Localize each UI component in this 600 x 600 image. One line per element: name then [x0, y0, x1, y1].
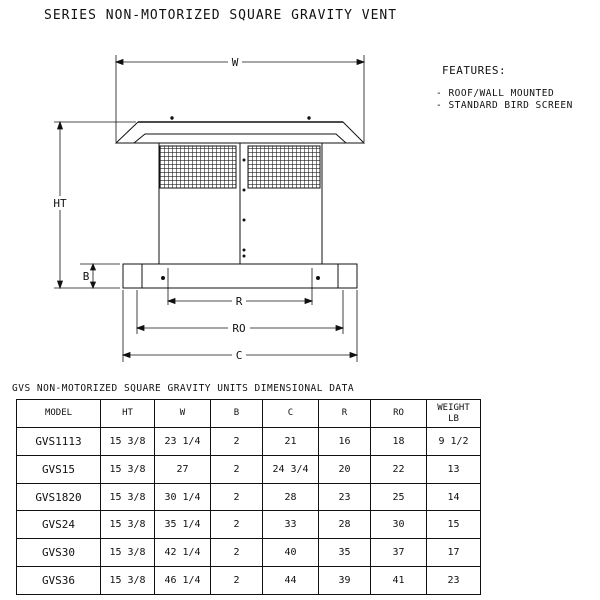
cell-model: GVS24 [17, 511, 101, 539]
cell-weight: 9 1/2 [427, 428, 481, 456]
cell-w: 27 [155, 455, 211, 483]
cell-w: 23 1/4 [155, 428, 211, 456]
cell-b: 2 [211, 567, 263, 595]
cell-model: GVS30 [17, 539, 101, 567]
table-row [17, 539, 481, 567]
header-ro: RO [371, 400, 427, 428]
header-model: MODEL [17, 400, 101, 428]
cell-weight: 15 [427, 511, 481, 539]
bird-screen-right [248, 146, 320, 188]
feature-item-roof-wall: - ROOF/WALL MOUNTED [436, 88, 555, 99]
cell-w: 30 1/4 [155, 483, 211, 511]
cell-ro: 25 [371, 483, 427, 511]
cell-weight: 14 [427, 483, 481, 511]
bird-screen-left [160, 146, 236, 188]
dimension-label-w: W [231, 56, 239, 69]
cell-c: 33 [263, 511, 319, 539]
header-r: R [319, 400, 371, 428]
table-row [17, 511, 481, 539]
dimension-label-r: R [235, 295, 243, 308]
cell-ht: 15 3/8 [101, 567, 155, 595]
cell-r: 39 [319, 567, 371, 595]
cell-ro: 30 [371, 511, 427, 539]
table-caption: GVS NON-MOTORIZED SQUARE GRAVITY UNITS DIMENSIONAL DATA [12, 383, 355, 394]
cell-w: 35 1/4 [155, 511, 211, 539]
page-title: SERIES NON-MOTORIZED SQUARE GRAVITY VENT [44, 8, 398, 23]
cell-b: 2 [211, 428, 263, 456]
cell-ht: 15 3/8 [101, 428, 155, 456]
cell-ro: 41 [371, 567, 427, 595]
cell-r: 23 [319, 483, 371, 511]
cell-c: 28 [263, 483, 319, 511]
cell-ht: 15 3/8 [101, 455, 155, 483]
cell-r: 20 [319, 455, 371, 483]
dimensional-data-table [16, 399, 481, 595]
feature-item-bird-screen: - STANDARD BIRD SCREEN [436, 100, 573, 111]
cell-model: GVS36 [17, 567, 101, 595]
vent-base [123, 264, 357, 288]
features-heading: FEATURES: [442, 64, 507, 77]
cell-c: 40 [263, 539, 319, 567]
cell-model: GVS15 [17, 455, 101, 483]
header-weight: WEIGHT LB [427, 400, 481, 428]
table-header-row [17, 400, 481, 428]
table-row [17, 567, 481, 595]
table-row [17, 455, 481, 483]
cell-ro: 18 [371, 428, 427, 456]
vent-hood [116, 117, 364, 143]
cell-w: 42 1/4 [155, 539, 211, 567]
cell-c: 24 3/4 [263, 455, 319, 483]
dimension-label-c: C [235, 349, 243, 362]
cell-b: 2 [211, 511, 263, 539]
vent-body [159, 143, 322, 264]
cell-model: GVS1820 [17, 483, 101, 511]
cell-b: 2 [211, 539, 263, 567]
dimension-label-b: B [82, 270, 90, 283]
table-row [17, 483, 481, 511]
dimension-label-ht: HT [53, 197, 67, 210]
header-b: B [211, 400, 263, 428]
cell-b: 2 [211, 483, 263, 511]
cell-r: 35 [319, 539, 371, 567]
header-ht: HT [101, 400, 155, 428]
cell-ht: 15 3/8 [101, 539, 155, 567]
cell-model: GVS1113 [17, 428, 101, 456]
header-w: W [155, 400, 211, 428]
cell-weight: 13 [427, 455, 481, 483]
cell-w: 46 1/4 [155, 567, 211, 595]
dimension-label-ro: RO [232, 322, 246, 335]
cell-c: 21 [263, 428, 319, 456]
table-row [17, 428, 481, 456]
cell-ht: 15 3/8 [101, 511, 155, 539]
cell-weight: 17 [427, 539, 481, 567]
cell-ro: 22 [371, 455, 427, 483]
cell-weight: 23 [427, 567, 481, 595]
cell-ro: 37 [371, 539, 427, 567]
cell-r: 16 [319, 428, 371, 456]
cell-ht: 15 3/8 [101, 483, 155, 511]
cell-r: 28 [319, 511, 371, 539]
cell-b: 2 [211, 455, 263, 483]
header-c: C [263, 400, 319, 428]
cell-c: 44 [263, 567, 319, 595]
